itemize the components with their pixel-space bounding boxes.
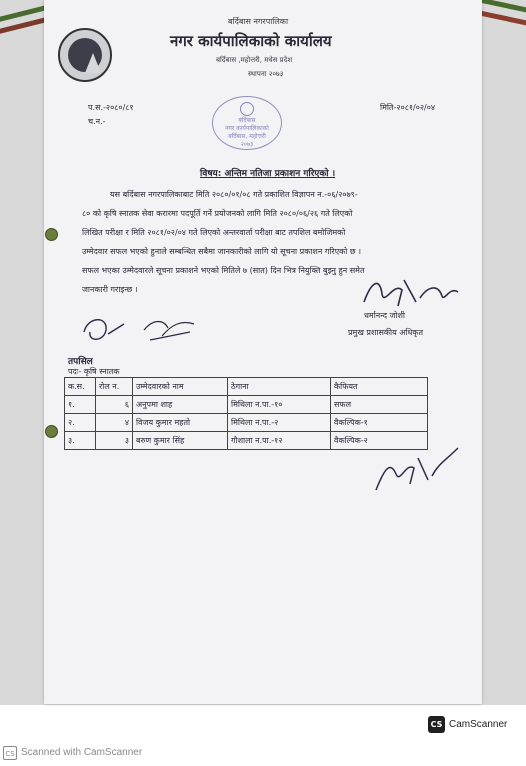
schedule-heading: तपसिल (68, 357, 93, 367)
column-header: ठेगाना (228, 378, 331, 396)
camscanner-logo-icon: CS (428, 716, 445, 733)
letter-number: प.स.-२०८०/८१ (88, 103, 134, 112)
body-line: लिखित परीक्षा र मिति २०८१/०२/०४ गते लिएको अन्तरवार्ता परीक्षा बाट तपशिल बमोजिमको (82, 228, 346, 237)
signatory-name: धर्मानन्द जोशी (364, 311, 405, 320)
established-year: स्थापना २०७३ (248, 70, 284, 78)
table-row: १. ६ अनुपमा शाह मिथिला न.पा.-१० सफल (65, 396, 428, 414)
table-header-row (65, 378, 428, 396)
nepal-emblem-logo (58, 28, 112, 82)
column-header: क.स. (65, 378, 96, 396)
column-header: उम्मेदवारको नाम (133, 378, 228, 396)
camscanner-small-icon: CS (3, 746, 17, 760)
office-name: नगर कार्यपालिकाको कार्यालय (170, 32, 332, 50)
municipality-name: बर्दिबास नगरपालिका (228, 17, 289, 26)
body-line: ८० को कृषि स्नातक सेवा करारमा पदपूर्ति गर्ने प्रयोजनको लागि मिति २०८०/०६/२६ गते लिएको (82, 209, 353, 218)
punch-hole (45, 228, 58, 241)
body-line: यस बर्दिबास नगरपालिकाबाट मिति २०८०/०१/०८ गते प्रकाशित विज्ञापन न.-०६/२०७९- (110, 190, 358, 199)
table-row: ३. ३ बरुण कुमार सिंह गौशाला न.पा.-१२ वैकल्पिक-२ (65, 432, 428, 450)
stamp-emblem-icon (240, 102, 254, 116)
camscanner-watermark: Scanned with CamScanner (21, 747, 143, 758)
dispatch-number: च.न.- (88, 117, 106, 126)
letter-subject: विषय: अन्तिम नतिजा प्रकाशन गरिएको । (200, 169, 336, 179)
column-header: रोल न. (96, 378, 133, 396)
office-address: बर्दिबास ,महोत्तरी, मधेस प्रदेश (216, 56, 293, 64)
body-line: उम्मेदवार सफल भएको हुनाले सम्बन्धित सबैमा जानकारीको लागि यो सूचना प्रकाशन गरिएको छ । (82, 247, 362, 256)
official-signature (358, 272, 468, 312)
punch-hole (45, 425, 58, 438)
column-header: कैफियत (331, 378, 428, 396)
camscanner-brand: CamScanner (449, 719, 508, 730)
post-name: पदः- कृषि स्नातक (68, 367, 120, 376)
signatory-title: प्रमुख प्रशासकीय अधिकृत (348, 328, 424, 337)
body-line: सफल भएका उम्मेदवारले सूचना प्रकाशने भएको मितिले ७ (सात) दिन भित्र नियुक्ति बुझ्नु हुन समेत (82, 266, 365, 275)
letter-date: मिति-२०८१/०२/०४ (380, 103, 436, 112)
table-row: २. ४ विजय कुमार महतो मिथिला न.पा.-२ वैकल्पिक-१ (65, 414, 428, 432)
committee-signatures (78, 310, 218, 350)
office-stamp: बर्दिबास नगर कार्यपालिकाको बर्दिबास, महोत्तरी २०७३ (212, 96, 282, 150)
body-line: जानकारी गराइन्छ । (82, 285, 138, 294)
official-signature (372, 440, 462, 496)
